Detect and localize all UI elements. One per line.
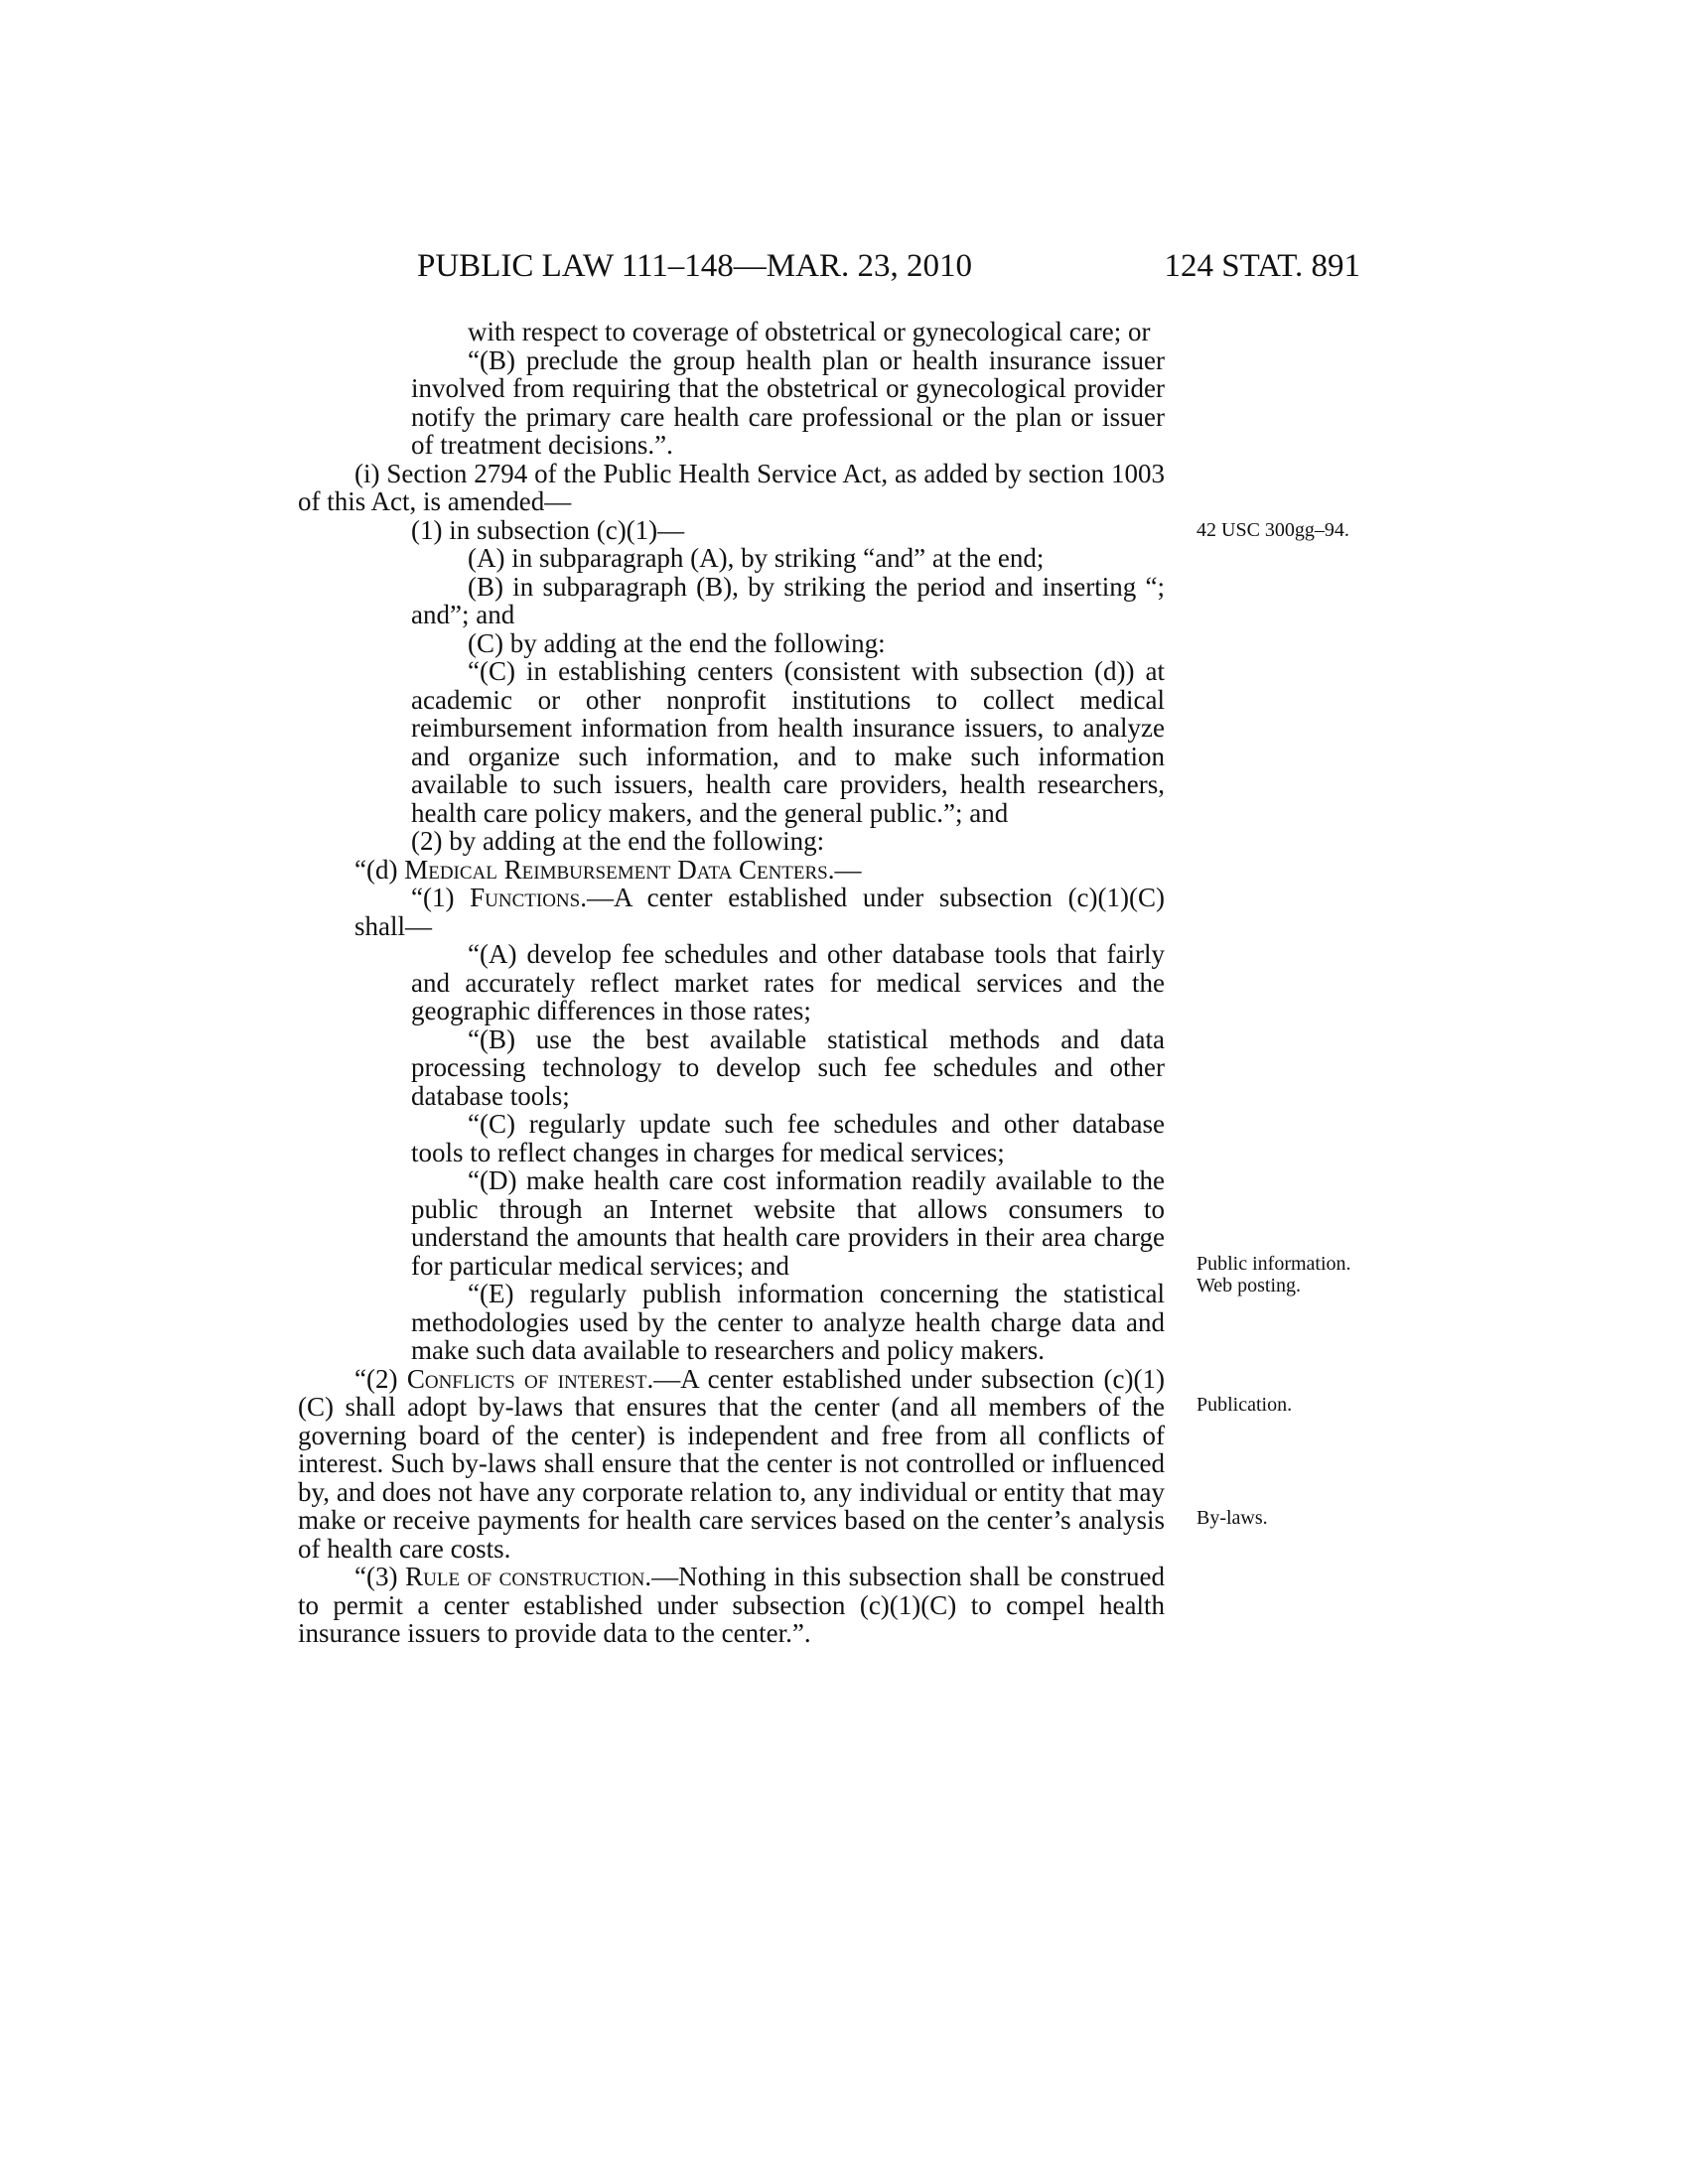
- statute-body: [298, 318, 1165, 1648]
- page-number: 124 STAT. 891: [1164, 248, 1360, 284]
- margin-note-publication: Publication.: [1196, 1394, 1293, 1416]
- paragraph: (A) in subparagraph (A), by striking “and” at the end;: [468, 543, 1045, 573]
- paragraph: (B) in subparagraph (B), by striking the period and inserting “; and”; and: [411, 571, 1165, 629]
- paragraph: “(A) develop fee schedules and other database tools that fairly and accurately reflect market rates for medical services and the geographic differences in those rates;: [411, 939, 1165, 1025]
- paragraph: “(C) in establishing centers (consistent with subsection (d)) at academic or other nonprofit institutions to collect medical reimbursement information from health insurance issuers, to analyze and organize such information, and to make such information available to such issuers, health care providers, health researchers, health care policy makers, and the general public.”; and: [411, 656, 1165, 828]
- paragraph: (C) by adding at the end the following:: [468, 627, 886, 658]
- paragraph: “(3) Rule of construction.—Nothing in this subsection shall be construed to permit a center established under subsection (c)(1)(C) to compel health insurance issuers to provide data to the center.”.: [298, 1562, 1165, 1648]
- paragraph: “(E) regularly publish information concerning the statistical methodologies used by the center to analyze health charge data and make such data available to researchers and policy makers.: [411, 1279, 1165, 1365]
- margin-note-usc: 42 USC 300gg–94.: [1196, 519, 1349, 541]
- section-heading: “(d) Medical Reimbursement Data Centers.—: [354, 854, 862, 885]
- paragraph: “(C) regularly update such fee schedules and other database tools to reflect changes in charges for medical services;: [411, 1109, 1165, 1167]
- paragraph: “(B) use the best available statistical methods and data processing technology to develop such fee schedules and other database tools;: [411, 1024, 1165, 1111]
- law-title: PUBLIC LAW 111–148—MAR. 23, 2010: [417, 248, 972, 284]
- paragraph: with respect to coverage of obstetrical or gynecological care; or: [468, 317, 1151, 346]
- paragraph: “(1) Functions.—A center established under subsection (c)(1)(C) shall—: [354, 883, 1166, 941]
- paragraph: (i) Section 2794 of the Public Health Service Act, as added by section 1003 of this Act, is amended—: [298, 458, 1165, 516]
- paragraph: (2) by adding at the end the following:: [411, 826, 825, 856]
- margin-note-bylaws: By-laws.: [1196, 1507, 1268, 1529]
- paragraph: “(2) Conflicts of interest.—A center established under subsection (c)(1)(C) shall adopt by-laws that ensures that the center (and all members of the governing board of the center) is independent and free from all conflicts of interest. Such by-laws shall ensure that the center is not controlled or influenced by, and does not have any corporate relation to, any individual or entity that may make or receive payments for health care services based on the center’s analysis of health care costs.: [298, 1363, 1165, 1564]
- page-header: [298, 246, 1360, 286]
- paragraph: “(D) make health care cost information readily available to the public through an Internet website that allows consumers to understand the amounts that health care providers in their area charge for particular medical services; and: [411, 1165, 1165, 1281]
- margin-note-public-information: Public information. Web posting.: [1196, 1253, 1351, 1297]
- paragraph: (1) in subsection (c)(1)—: [411, 514, 685, 545]
- paragraph: “(B) preclude the group health plan or health insurance issuer involved from requiring that the obstetrical or gynecological provider notify the primary care health care professional or the plan or issuer of treatment decisions.”.: [411, 344, 1165, 460]
